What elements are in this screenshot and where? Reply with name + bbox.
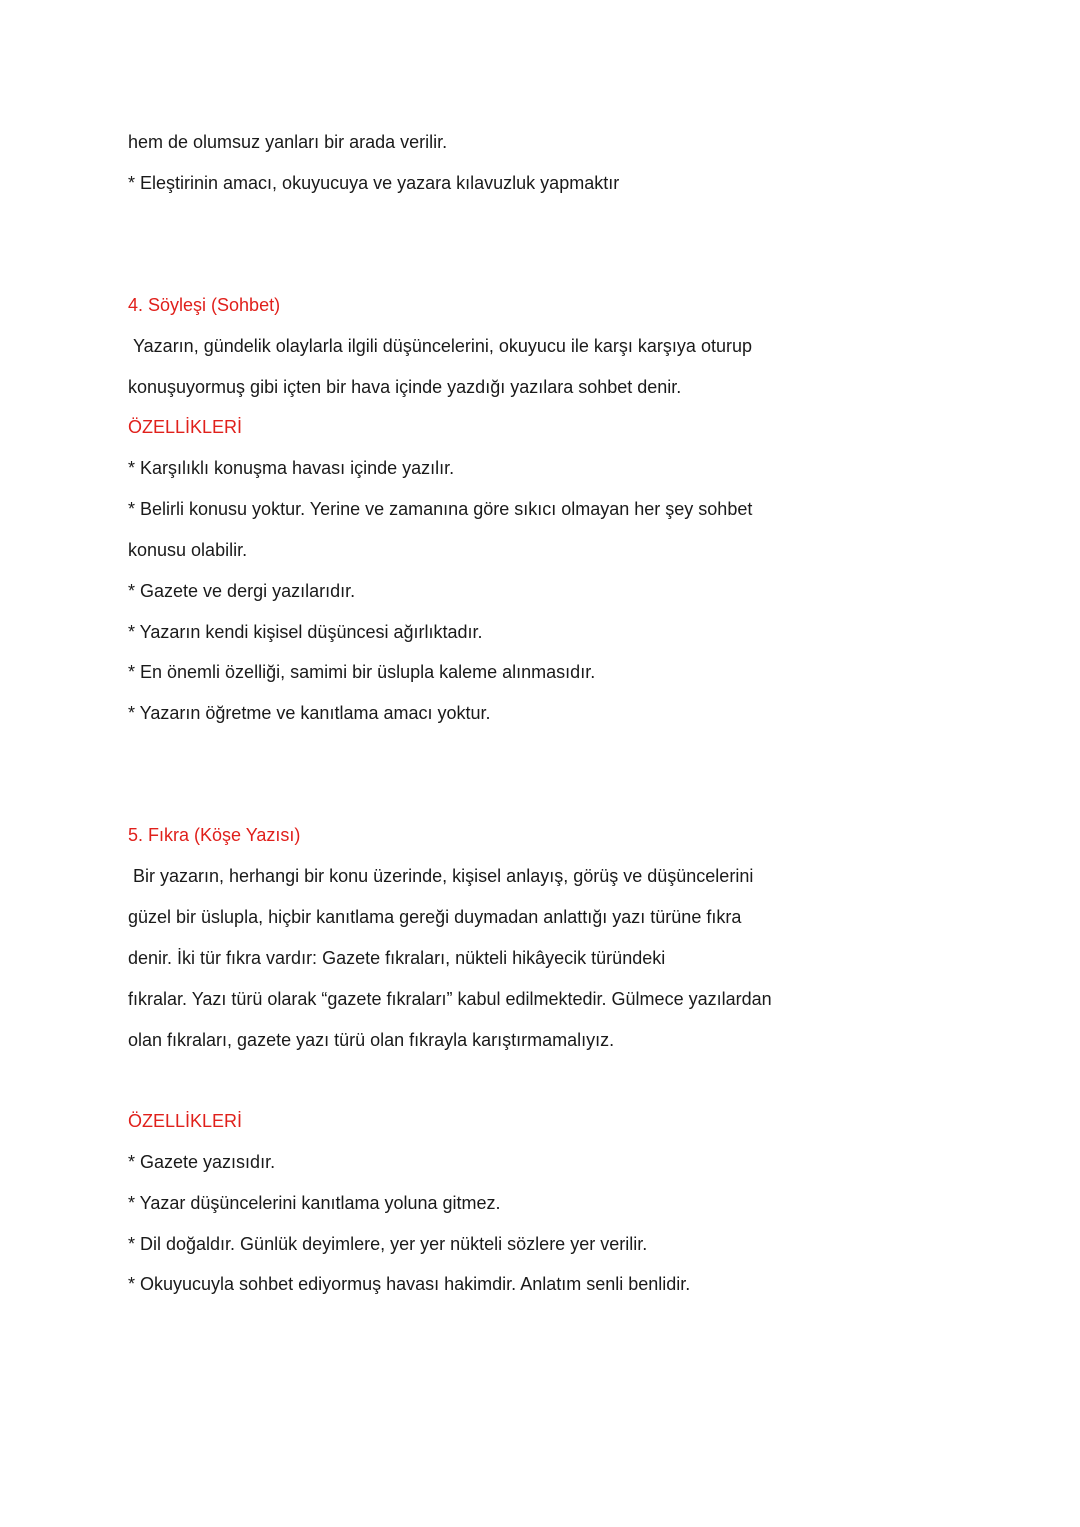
section-4-heading: 4. Söyleşi (Sohbet) <box>128 295 281 315</box>
section-5-definition-line-2: güzel bir üslupla, hiçbir kanıtlama gereği duymadan anlattığı yazı türüne fıkra <box>128 907 742 927</box>
section-4-definition-line-1: Yazarın, gündelik olaylarla ilgili düşüncelerini, okuyucu ile karşı karşıya oturup <box>133 336 752 356</box>
section-5-definition-line-4: fıkralar. Yazı türü olarak “gazete fıkraları” kabul edilmektedir. Gülmece yazılardan <box>128 989 772 1009</box>
section-4-feature-1: * Karşılıklı konuşma havası içinde yazılır. <box>128 458 455 478</box>
intro-line-1: hem de olumsuz yanları bir arada verilir. <box>128 132 448 152</box>
section-4-feature-3: * Gazete ve dergi yazılarıdır. <box>128 581 356 601</box>
section-4-feature-5: * En önemli özelliği, samimi bir üslupla kaleme alınmasıdır. <box>128 662 596 682</box>
section-4-feature-2: * Belirli konusu yoktur. Yerine ve zamanına göre sıkıcı olmayan her şey sohbet <box>128 499 753 519</box>
section-4-feature-6: * Yazarın öğretme ve kanıtlama amacı yoktur. <box>128 703 491 723</box>
section-5-feature-4: * Okuyucuyla sohbet ediyormuş havası hakimdir. Anlatım senli benlidir. <box>128 1274 691 1294</box>
section-4-definition-line-2: konuşuyormuş gibi içten bir hava içinde yazdığı yazılara sohbet denir. <box>128 377 682 397</box>
section-5-definition-line-1: Bir yazarın, herhangi bir konu üzerinde, kişisel anlayış, görüş ve düşüncelerini <box>133 866 754 886</box>
section-5-definition-line-3: denir. İki tür fıkra vardır: Gazete fıkraları, nükteli hikâyecik türündeki <box>128 948 666 968</box>
section-5-feature-1: * Gazete yazısıdır. <box>128 1152 276 1172</box>
section-4-feature-4: * Yazarın kendi kişisel düşüncesi ağırlıktadır. <box>128 622 483 642</box>
section-5-definition-line-5: olan fıkraları, gazete yazı türü olan fıkrayla karıştırmamalıyız. <box>128 1030 615 1050</box>
intro-line-2: * Eleştirinin amacı, okuyucuya ve yazara kılavuzluk yapmaktır <box>128 173 620 193</box>
section-5-feature-3: * Dil doğaldır. Günlük deyimlere, yer yer nükteli sözlere yer verilir. <box>128 1234 648 1254</box>
section-5-feature-2: * Yazar düşüncelerini kanıtlama yoluna gitmez. <box>128 1193 501 1213</box>
section-5-heading: 5. Fıkra (Köşe Yazısı) <box>128 825 301 845</box>
section-5-features-label: ÖZELLİKLERİ <box>128 1111 243 1131</box>
section-4-feature-2-cont: konusu olabilir. <box>128 540 248 560</box>
section-4-features-label: ÖZELLİKLERİ <box>128 417 243 437</box>
